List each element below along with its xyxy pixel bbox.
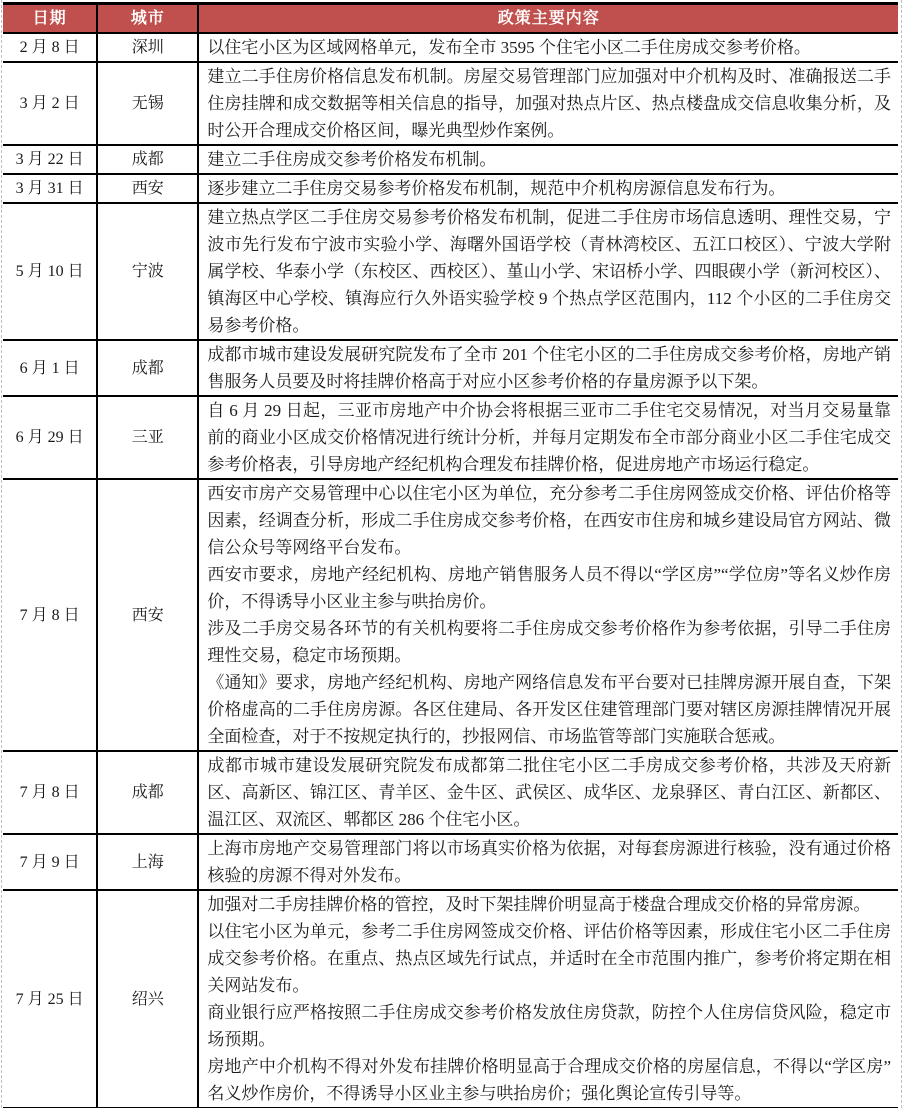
table-row — [3, 203, 898, 340]
city-cell: 无锡 — [97, 62, 198, 145]
column-header-city: 城市 — [97, 4, 198, 34]
date-cell: 3 月 22 日 — [3, 145, 97, 174]
policy-content-cell — [198, 890, 898, 1108]
policy-paragraph: 以住宅小区为单元，参考二手住房网签成交价格、评估价格等因素，形成住宅小区二手住房成交参考价格。在重点、热点区域先行试点，并适时在全市范围内推广，参考价将定期在相关网站发布。 — [207, 922, 891, 995]
text-boundary-left — [1, 0, 2, 1108]
table-row — [3, 174, 898, 203]
table-row — [3, 890, 898, 1108]
city-cell: 西安 — [97, 174, 198, 203]
date-cell: 7 月 25 日 — [3, 890, 97, 1108]
city-cell: 成都 — [97, 751, 198, 834]
table-row — [3, 340, 898, 396]
date-cell: 2 月 8 日 — [3, 33, 97, 62]
date-cell: 7 月 8 日 — [3, 751, 97, 834]
city-cell: 深圳 — [97, 33, 198, 62]
policy-paragraph: 建立二手住房成交参考价格发布机制。 — [207, 150, 497, 169]
policy-table — [3, 2, 898, 1108]
table-row — [3, 33, 898, 62]
policy-content-cell — [198, 174, 898, 203]
policy-content-cell — [198, 145, 898, 174]
policy-paragraph: 上海市房地产交易管理部门将以市场真实价格为依据，对每套房源进行核验，没有通过价格核验的房源不得对外发布。 — [207, 839, 891, 885]
table-row — [3, 62, 898, 145]
policy-paragraph: 商业银行应严格按照二手住房成交参考价格发放住房贷款，防控个人住房信贷风险，稳定市场预期。 — [207, 1003, 891, 1049]
date-cell: 7 月 9 日 — [3, 834, 97, 890]
date-cell: 3 月 2 日 — [3, 62, 97, 145]
city-cell: 成都 — [97, 340, 198, 396]
policy-content-cell — [198, 834, 898, 890]
city-cell: 绍兴 — [97, 890, 198, 1108]
date-cell: 6 月 29 日 — [3, 396, 97, 479]
policy-paragraph: 建立二手住房价格信息发布机制。房屋交易管理部门应加强对中介机构及时、准确报送二手住房挂牌和成交数据等相关信息的指导，加强对热点片区、热点楼盘成交信息收集分析，及时公开合理成交价格区间，曝光典型炒作案例。 — [207, 67, 891, 140]
policy-paragraph: 自 6 月 29 日起，三亚市房地产中介协会将根据三亚市二手住宅交易情况，对当月交易量靠前的商业小区成交价格情况进行统计分析，并每月定期发布全市部分商业小区二手住宅成交参考价格表，引导房地产经纪机构合理发布挂牌价格，促进房地产市场运行稳定。 — [207, 401, 891, 474]
policy-paragraph: 西安市房产交易管理中心以住宅小区为单位，充分参考二手住房网签成交价格、评估价格等因素，经调查分析，形成二手住房成交参考价格，在西安市住房和城乡建设局官方网站、微信公众号等网络平台发布。 — [207, 484, 891, 557]
policy-content-cell — [198, 340, 898, 396]
column-header-date: 日期 — [3, 4, 97, 34]
city-cell: 成都 — [97, 145, 198, 174]
city-cell: 宁波 — [97, 203, 198, 340]
header-row — [3, 4, 898, 34]
city-cell: 上海 — [97, 834, 198, 890]
policy-paragraph: 涉及二手房交易各环节的有关机构要将二手住房成交参考价格作为参考依据，引导二手住房理性交易，稳定市场预期。 — [207, 619, 891, 665]
policy-paragraph: 房地产中介机构不得对外发布挂牌价格明显高于合理成交价格的房屋信息，不得以“学区房”名义炒作房价，不得诱导小区业主参与哄抬房价；强化舆论宣传引导等。 — [207, 1057, 891, 1103]
date-cell: 5 月 10 日 — [3, 203, 97, 340]
policy-content-cell — [198, 751, 898, 834]
policy-paragraph: 西安市要求，房地产经纪机构、房地产销售服务人员不得以“学区房”“学位房”等名义炒作房价，不得诱导小区业主参与哄抬房价。 — [207, 565, 891, 611]
text-boundary-right — [901, 0, 902, 1108]
date-cell: 7 月 8 日 — [3, 479, 97, 751]
policy-content-cell — [198, 203, 898, 340]
policy-paragraph: 建立热点学区二手住房交易参考价格发布机制，促进二手住房市场信息透明、理性交易，宁波市先行发布宁波市实验小学、海曙外国语学校（青林湾校区、五江口校区）、宁波大学附属学校、华泰小学（东校区、西校区）、堇山小学、宋诏桥小学、四眼碶小学（新河校区）、镇海区中心学校、镇海应行久外语实验学校 9 个热点学区范围内，112 个小区的二手住房交易参考价格。 — [207, 208, 891, 335]
policy-content-cell — [198, 479, 898, 751]
table-row — [3, 145, 898, 174]
table-row — [3, 396, 898, 479]
date-cell: 6 月 1 日 — [3, 340, 97, 396]
date-cell: 3 月 31 日 — [3, 174, 97, 203]
policy-content-cell — [198, 33, 898, 62]
table-row — [3, 479, 898, 751]
table-row — [3, 834, 898, 890]
policy-paragraph: 成都市城市建设发展研究院发布了全市 201 个住宅小区的二手住房成交参考价格，房地产销售服务人员要及时将挂牌价格高于对应小区参考价格的存量房源予以下架。 — [207, 345, 891, 391]
policy-paragraph: 逐步建立二手住房交易参考价格发布机制，规范中介机构房源信息发布行为。 — [207, 179, 786, 198]
policy-paragraph: 加强对二手房挂牌价格的管控，及时下架挂牌价明显高于楼盘合理成交价格的异常房源。 — [207, 895, 871, 914]
policy-content-cell — [198, 396, 898, 479]
policy-content-cell — [198, 62, 898, 145]
city-cell: 三亚 — [97, 396, 198, 479]
policy-paragraph: 成都市城市建设发展研究院发布成都第二批住宅小区二手房成交参考价格，共涉及天府新区、高新区、锦江区、青羊区、金牛区、武侯区、成华区、龙泉驿区、青白江区、新都区、温江区、双流区、郫都区 286 个住宅小区。 — [207, 756, 891, 829]
table-row — [3, 751, 898, 834]
city-cell: 西安 — [97, 479, 198, 751]
policy-paragraph: 以住宅小区为区域网格单元，发布全市 3595 个住宅小区二手住房成交参考价格。 — [207, 38, 811, 57]
policy-paragraph: 《通知》要求，房地产经纪机构、房地产网络信息发布平台要对已挂牌房源开展自查，下架价格虚高的二手住房房源。各区住建局、各开发区住建管理部门要对辖区房源挂牌情况开展全面检查，对于不按规定执行的，抄报网信、市场监管等部门实施联合惩戒。 — [207, 673, 891, 746]
column-header-policy: 政策主要内容 — [198, 4, 898, 34]
